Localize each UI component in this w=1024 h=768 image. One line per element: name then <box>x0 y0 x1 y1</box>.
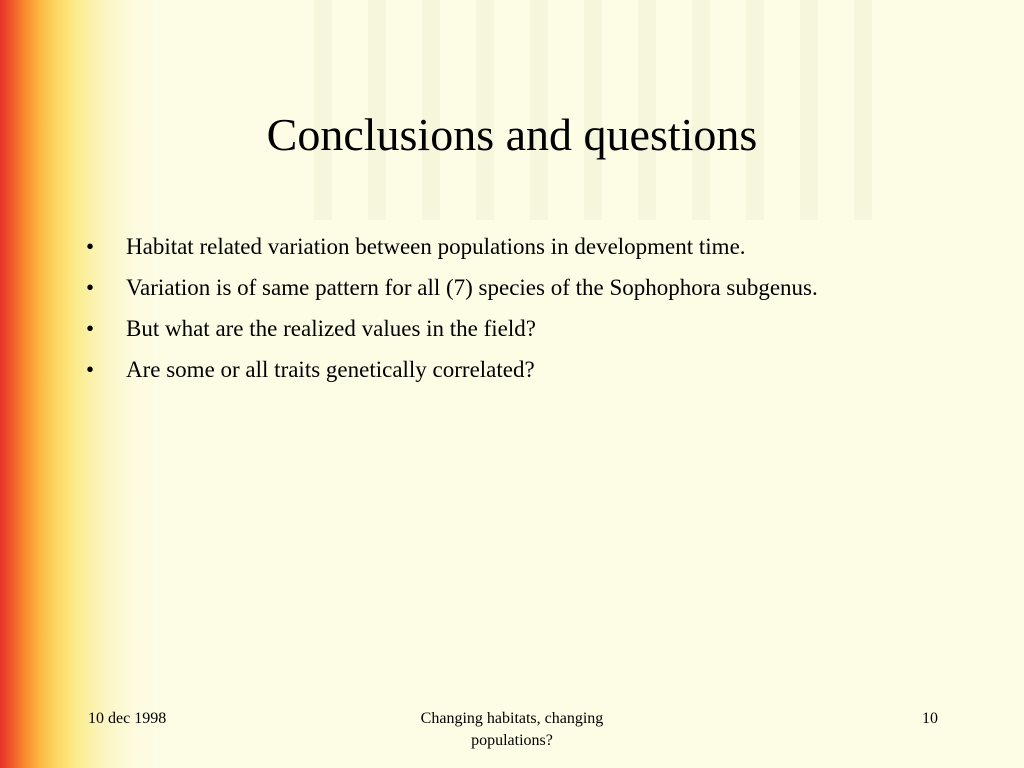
bullet-marker: • <box>86 234 95 259</box>
bullet-list <box>86 229 886 393</box>
bullet-text: Are some or all traits genetically correlated? <box>126 357 535 382</box>
footer-title: Changing habitats, changing populations? <box>420 710 604 749</box>
bullet-item <box>86 270 886 306</box>
bullet-marker: • <box>86 275 95 300</box>
bullet-marker: • <box>86 316 95 341</box>
footer-date: 10 dec 1998 <box>88 710 167 727</box>
bullet-text: Habitat related variation between populations in development time. <box>126 234 746 259</box>
bullet-item <box>86 352 886 388</box>
bullet-item <box>86 311 886 347</box>
slide-number: 10 <box>922 710 938 727</box>
bullet-item <box>86 229 886 265</box>
slide-title: Conclusions and questions <box>266 109 758 160</box>
bullet-text: Variation is of same pattern for all (7) species of the Sophophora subgenus. <box>126 275 818 300</box>
bullet-text: But what are the realized values in the field? <box>126 316 536 341</box>
bullet-marker: • <box>86 357 95 382</box>
